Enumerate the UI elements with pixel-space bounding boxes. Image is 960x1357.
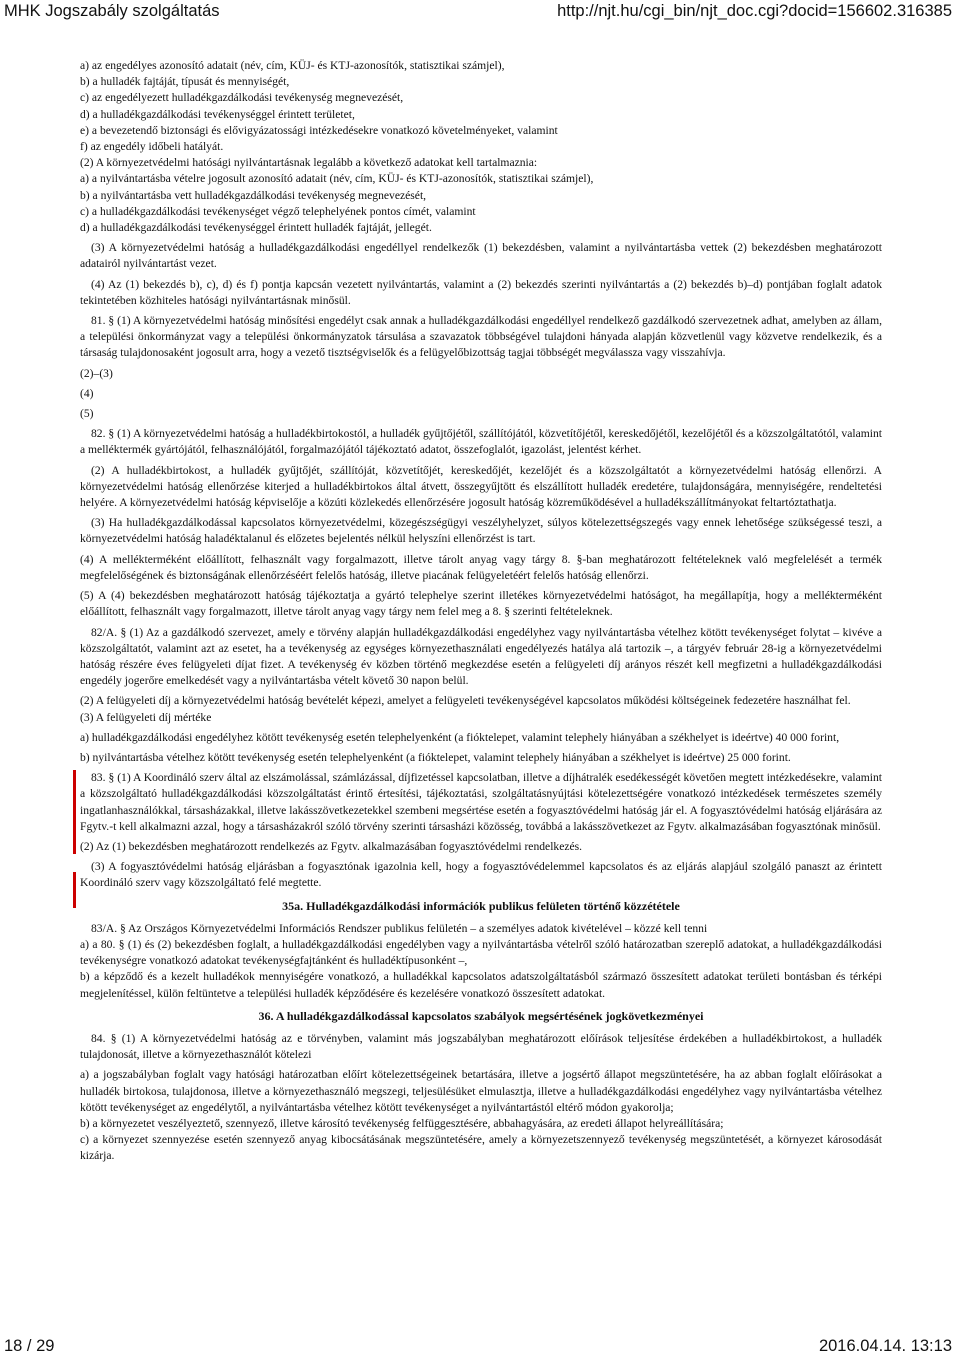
section-81: 81. § (1) A környezetvédelmi hatóság minősítési engedélyt csak annak a hulladékgazdálkodási engedéllyel rendelkező gazdálkodó szervezetnek adhat, amelyben az állam, a települési önkormányzat vagy a települési önkormányzatok társulása a szavazatok többségével tulajdoni hányada alapján közvetlenül vagy közvetve rendelkezik, és a társaság tulajdonosaként jogosult arra, hogy a vezető tisztségviselők és a felügyelőbizottság tagjai többségét megválassza vagy visszahívja. [80, 314, 882, 360]
paragraph: d) a hulladékgazdálkodási tevékenységgel érintett területet, [80, 107, 355, 121]
paragraph: f) az engedély időbeli hatályát. [80, 140, 224, 154]
paragraph: a) a 80. § (1) és (2) bekezdésben foglalt, a hulladékgazdálkodási engedélyben vagy a nyilvántartásba vételről szóló határozatban szereplő adatokat, a hulladékgazdálkodási tevékenységre vonatkozó adatokat tevékenységfajtánként és hulladéktípusonként –, [80, 937, 882, 968]
paragraph: (2) A felügyeleti díj a környezetvédelmi hatóság bevételét képezi, amelyet a felügyeleti tevékenységével kapcsolatos működési költségeinek fedezetére használhat fel. [80, 694, 851, 708]
section-83a: 83/A. § Az Országos Környezetvédelmi Információs Rendszer publikus felületén – a személyes adatok kivételével – közzé kell tenni [91, 921, 708, 935]
section-84: 84. § (1) A környezetvédelmi hatóság az e törvényben, valamint más jogszabályban meghatározott előírások teljesítése érdekében a hulladékbirtokost, a hulladék tulajdonosát, illetve a környezethasználót kötelezi [80, 1031, 882, 1062]
paragraph: (2) A hulladékbirtokost, a hulladék gyűjtőjét, szállítóját, közvetítőjét, kereskedőjét, kezelőjét és a közszolgáltatót a környezetvédelmi hatóság ellenőrzi. A környezetvédelmi hatóság ellenőrzése kiterjed a hulladékbirtokos által átvett, összegyűjtött és elszállított hulladék eredetére, tulajdonságára, mennyiségére, rendeltetési helyére. A környezetvédelmi hatóság képviselője a közúti közlekedés ellenőrzésére jogosult hatóság közreműködésével a hulladékszállítmányokat feltartóztathatja. [80, 463, 882, 510]
paragraph: d) a hulladékgazdálkodási tevékenységgel érintett hulladék fajtáját, jellegét. [80, 221, 432, 235]
paragraph: c) az engedélyezett hulladékgazdálkodási tevékenység megnevezését, [80, 91, 404, 105]
paragraph: (2) A környezetvédelmi hatósági nyilvántartásnak legalább a következő adatokat kell tartalmaznia: [80, 156, 538, 170]
paragraph: (5) A (4) bekezdésben meghatározott hatóság tájékoztatja a gyártó telephelye szerint illetékes környezetvédelmi hatóságot, ha megállapítja, hogy a mellékterméként előállított, felhasznált vagy forgalmazott, illetve tárolt anyag vagy tárgy nem felel meg a 8. § szerinti feltételeknek. [80, 589, 882, 619]
paragraph: (3) Ha hulladékgazdálkodással kapcsolatos környezetvédelmi, közegészségügyi veszélyhelyzet, súlyos kötelezettségszegés vagy ennek lehetősége szükségessé teszi, a környezetvédelmi hatóság haladéktalanul és előzetes bejelentés nélkül helyszíni ellenőrzést is tart. [80, 516, 882, 546]
paragraph: (2) Az (1) bekezdésben meghatározott rendelkezés az Fgytv. alkalmazásában fogyasztóvédelmi rendelkezés. [80, 839, 583, 853]
paragraph: (2)–(3) [80, 366, 113, 380]
page-number: 18 / 29 [4, 1337, 55, 1355]
section-83: 83. § (1) A Koordináló szerv által az elszámolással, számlázással, díjfizetéssel kapcsolatban, illetve a díjhátralék esedékességét követően megtett intézkedésekre, valamint a közszolgáltató hulladékgazdálkodási közszolgáltatást érintő értesítési, tájékoztatási, szolgáltatásnyújtási kötelezettségére vonatkozó intézkedések természetes személy ingatlanhasználókkal, társasházakkal, illetve lakásszövetkezetekkel szembeni megsértése esetén a fogyasztóvédelmi hatóság jár el. A fogyasztóvédelmi hatóság eljárására az Fgytv.-t kell alkalmazni azzal, hogy a társasházakról szóló törvény szerinti társasházi közösség, továbbá a lakásszövetkezet az Fgytv. alkalmazásában fogyasztónak minősül. [80, 771, 882, 833]
section-82: 82. § (1) A környezetvédelmi hatóság a hulladékbirtokostól, a hulladék gyűjtőjétől, szállítójától, közvetítőjétől, kereskedőjétől, kezelőjétől és a közszolgáltatótól, valamint a melléktermék gyártójától, felhasználójától, forgalmazójától tájékoztató adatot, összefoglalót, igazolást, jelentést kérhet. [80, 427, 882, 457]
paragraph: b) a képződő és a kezelt hulladékok mennyiségére vonatkozó, a hulladékkal kapcsolatos adatszolgáltatásból származó összesített adatokat területi bontásban és térképi megjelenítéssel, külön feltüntetve a települési hulladék képződésére és kezelésére vonatkozó összesített adatokat. [80, 970, 882, 1000]
paragraph: (4) [80, 386, 94, 400]
paragraph: e) a bevezetendő biztonsági és elővigyázatossági intézkedésekre vonatkozó követelményeket, valamint [80, 123, 558, 137]
paragraph: c) a hulladékgazdálkodási tevékenységet végző telephelyének pontos címét, valamint [80, 204, 476, 218]
paragraph: a) a jogszabályban foglalt vagy hatósági határozatban előírt kötelezettségeinek betartására, illetve a jogsértő állapot megszüntetésére, ha az abban foglalt előírásokat a hulladék birtokosa, tulajdonosa, illetve a környezethasználó megszegi, teljesülésüket elmulasztja, illetve a hulladékgazdálkodási engedélyhez vagy nyilvántartásba vételhez kötött tevékenységet az engedélytől, a nyilvántartásba vételhez kötött tevékenységet a nyilvántartástól eltérő módon gyakorolja; [80, 1068, 882, 1114]
paragraph: b) a nyilvántartásba vett hulladékgazdálkodási tevékenység megnevezését, [80, 188, 427, 202]
paragraph: (3) A környezetvédelmi hatóság a hulladékgazdálkodási engedéllyel rendelkezők (1) bekezdésben, valamint a nyilvántartásba vettek (2) bekezdésben meghatározott adatairól nyilvántartást vezet. [80, 241, 882, 271]
paragraph: (3) A fogyasztóvédelmi hatóság eljárásban a fogyasztónak igazolnia kell, hogy a fogyasztóvédelemmel kapcsolatos és az eljárás alapjául szolgáló panaszt az érintett Koordináló szerv vagy közszolgáltató felé megtette. [80, 860, 882, 890]
paragraph: a) a nyilvántartásba vételre jogosult azonosító adatait (név, cím, KÜJ- és KTJ-azonosítók, statisztikai számjel), [80, 172, 594, 186]
amended-section-83 [80, 770, 882, 891]
document-body [80, 58, 882, 1165]
section-heading: 35a. Hulladékgazdálkodási információk publikus felületen történő közzététele [282, 898, 680, 913]
paragraph: a) az engedélyes azonosító adatait (név, cím, KÜJ- és KTJ-azonosítók, statisztikai számjel), [80, 59, 505, 72]
print-timestamp: 2016.04.14. 13:13 [818, 1337, 952, 1355]
section-82a: 82/A. § (1) Az a gazdálkodó szervezet, amely e törvény alapján hulladékgazdálkodási engedélyhez vagy nyilvántartásba vételhez kötött tevékenységet folytat – kivéve a közszolgáltatót, valamint azt az esetet, ha a tevékenység az egységes környezethasználati engedélyezés hatálya alá tartozik –, a tárgyév február 28-ig a környezetvédelmi hatóság részére éves felügyeleti díjat fizet. A tevékenység év közben történő megkezdése esetén a felügyeleti díj arányos részét kell megfizetni a hulladékgazdálkodási engedély jogerőre emelkedését vagy a nyilvántartásba vételt követő 30 napon belül. [80, 625, 882, 688]
amendment-marker [73, 872, 76, 908]
paragraph: (5) [80, 407, 94, 421]
paragraph: (3) A felügyeleti díj mértéke [80, 710, 212, 724]
paragraph: (4) A mellékterméként előállított, felhasznált vagy forgalmazott, illetve tárolt anyag vagy tárgy 8. §-ban meghatározott feltételeknek való megfelelését a termék megfelelőségének és biztonságának ellenőrzéséért felelős hatóság, illetve piacának felügyeletéért felelős hatóság ellenőrzi. [80, 552, 882, 582]
header-url[interactable]: http://njt.hu/cgi_bin/njt_doc.cgi?docid=156602.316385 [557, 2, 952, 20]
paragraph: a) hulladékgazdálkodási engedélyhez kötött tevékenység esetén telephelyenként (a fióktelepet, valamint telephely hiányában a székhelyet is ideértve) 40 000 forint, [80, 730, 840, 744]
section-heading: 36. A hulladékgazdálkodással kapcsolatos szabályok megsértésének jogkövetkezményei [258, 1008, 704, 1023]
paragraph: b) a környezetet veszélyeztető, szennyező, illetve károsító tevékenység felfüggesztésére, abbahagyására, az eredeti állapot helyreállítására; [80, 1116, 724, 1130]
paragraph: c) a környezet szennyezése esetén szennyező anyag kibocsátásának megszüntetésére, amely a környezetszennyező tevékenység megszüntetését, a környezet károsodását kizárja. [80, 1133, 882, 1163]
paragraph: (4) Az (1) bekezdés b), c), d) és f) pontja kapcsán vezetett nyilvántartás, valamint a (2) bekezdés szerinti nyilvántartás a (2) bekezdés b)–d) pontjában foglalt adatok tekintetében közhiteles hatósági nyilvántartásnak minősül. [80, 277, 882, 307]
paragraph: b) nyilvántartásba vételhez kötött tevékenység esetén telephelyenként (a fióktelepet, valamint telephely hiányában a székhelyet is ideértve) 25 000 forint. [80, 750, 791, 764]
amendment-marker [73, 770, 76, 854]
header-source: MHK Jogszabály szolgáltatás [4, 2, 220, 20]
paragraph: b) a hulladék fajtáját, típusát és mennyiségét, [80, 75, 290, 89]
